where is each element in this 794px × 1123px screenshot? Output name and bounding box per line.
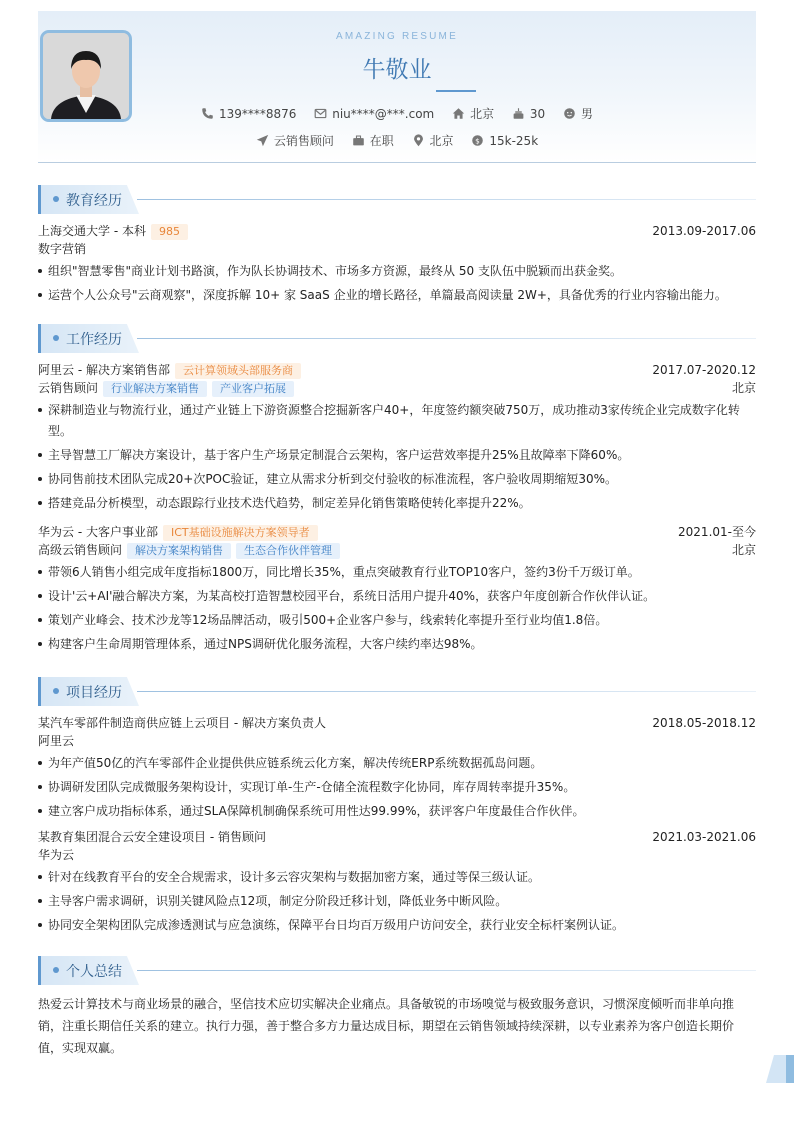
list-item: 协同售前技术团队完成20+次POC验证，建立从需求分析到交付验收的标准流程，客户验收周期缩短30%。 xyxy=(38,469,756,490)
project-period: 2018.05-2018.12 xyxy=(652,716,756,730)
city-value: 北京 xyxy=(429,134,454,148)
gender-icon xyxy=(563,107,576,120)
home-icon xyxy=(452,107,465,120)
work-role-row xyxy=(38,379,756,397)
list-item: 策划产业峰会、技术沙龙等12场品牌活动，吸引500+企业客户参与，线索转化率提升至行业均值1.8倍。 xyxy=(38,610,756,631)
resume-header xyxy=(38,11,756,163)
hometown-value: 北京 xyxy=(470,107,495,121)
summary-text: 热爱云计算技术与商业场景的融合，坚信技术应切实解决企业痛点。具备敏锐的市场嗅觉与极致服务意识，习惯深度倾听而非单向推销，注重长期信任关系的建立。执行力强，善于整合多方力量达成目标，期望在云销售领域持续深耕，以专业素养为客户创造长期价值，实现双赢。 xyxy=(38,997,735,1055)
section-title: 工作经历 xyxy=(66,332,122,348)
section-dot xyxy=(53,688,59,694)
section-projects xyxy=(38,677,756,707)
salary-item xyxy=(471,134,538,148)
section-divider xyxy=(137,691,756,692)
salary-value: 15k-25k xyxy=(489,134,539,148)
corner-decoration xyxy=(766,1055,794,1083)
role-tag: 生态合作伙伴管理 xyxy=(236,543,340,559)
project-header xyxy=(38,714,756,732)
education-period: 2013.09-2017.06 xyxy=(652,224,756,238)
hometown-item xyxy=(452,105,494,122)
list-item: 协同安全架构团队完成渗透测试与应急演练，保障平台日均百万级用户访问安全，获行业安全标杆案例认证。 xyxy=(38,915,756,936)
briefcase-icon xyxy=(352,134,365,147)
project-entry xyxy=(38,828,756,936)
age-icon xyxy=(512,107,525,120)
project-period: 2021.03-2021.06 xyxy=(652,830,756,844)
list-item: 主导客户需求调研，识别关键风险点12项，制定分阶段迁移计划，降低业务中断风险。 xyxy=(38,891,756,912)
basic-info-row xyxy=(38,105,756,122)
job-target-value: 云销售顾问 xyxy=(273,134,334,148)
list-item: 搭建竞品分析模型，动态跟踪行业技术迭代趋势，制定差异化销售策略使转化率提升22%。 xyxy=(38,493,756,514)
list-item: 建立客户成功指标体系，通过SLA保障机制确保系统可用性达99.99%，获评客户年度最佳合作伙伴。 xyxy=(38,801,756,822)
list-item: 协调研发团队完成微服务架构设计，实现订单-生产-仓储全流程数字化协同，库存周转率提升35%。 xyxy=(38,777,756,798)
list-item: 深耕制造业与物流行业，通过产业链上下游资源整合挖掘新客户40+，年度签约额突破750万，成功推动3家传统企业完成数字化转型。 xyxy=(38,400,756,442)
company-tag: ICT基础设施解决方案领导者 xyxy=(163,525,318,541)
section-divider xyxy=(137,338,756,339)
role-tag: 行业解决方案销售 xyxy=(103,381,207,397)
mail-icon xyxy=(314,107,327,120)
resume-tagline: AMAZING RESUME xyxy=(336,31,458,42)
section-dot xyxy=(53,967,59,973)
list-item: 设计'云+AI'融合解决方案，为某高校打造智慧校园平台，系统日活用户提升40%，获客户年度创新合作伙伴认证。 xyxy=(38,586,756,607)
section-education xyxy=(38,185,756,215)
city-item xyxy=(412,132,454,149)
education-entry xyxy=(38,222,756,306)
education-major: 数字营销 xyxy=(38,242,87,256)
work-period: 2017.07-2020.12 xyxy=(652,363,756,377)
gender-item xyxy=(563,105,593,122)
section-divider xyxy=(137,199,756,200)
send-icon xyxy=(256,134,269,147)
money-icon xyxy=(471,134,484,147)
svg-text:$: $ xyxy=(475,136,481,146)
work-header xyxy=(38,361,756,379)
gender-value: 男 xyxy=(581,107,594,121)
list-item: 针对在线教育平台的安全合规需求，设计多云容灾架构与数据加密方案，通过等保三级认证。 xyxy=(38,867,756,888)
job-role: 云销售顾问 xyxy=(38,381,99,395)
section-dot xyxy=(53,335,59,341)
job-target-item xyxy=(256,132,334,149)
location-icon xyxy=(412,134,425,147)
company-name: 华为云 - 大客户事业部 xyxy=(38,525,158,539)
education-header xyxy=(38,222,756,240)
phone-icon xyxy=(201,107,214,120)
section-summary xyxy=(38,956,756,986)
candidate-name: 牛敬业 xyxy=(362,57,432,83)
section-title: 个人总结 xyxy=(66,964,122,980)
status-value: 在职 xyxy=(369,134,394,148)
section-title: 项目经历 xyxy=(66,685,122,701)
project-title: 某教育集团混合云安全建设项目 - 销售顾问 xyxy=(38,830,266,844)
list-item: 运营个人公众号"云商观察"，深度拆解 10+ 家 SaaS 企业的增长路径，单篇最高阅读量 2W+，具备优秀的行业内容输出能力。 xyxy=(38,285,756,306)
role-tag: 产业客户拓展 xyxy=(212,381,294,397)
project-header xyxy=(38,828,756,846)
work-location: 北京 xyxy=(731,543,756,557)
age-value: 30 xyxy=(529,107,546,121)
school-degree: 上海交通大学 - 本科 xyxy=(38,224,146,238)
work-location: 北京 xyxy=(731,381,756,395)
age-item xyxy=(512,107,545,121)
list-item: 构建客户生命周期管理体系，通过NPS调研优化服务流程，大客户续约率达98%。 xyxy=(38,634,756,655)
email-item xyxy=(314,107,434,121)
list-item: 主导智慧工厂解决方案设计，基于客户生产场景定制混合云架构，客户运营效率提升25%且故障率下降60%。 xyxy=(38,445,756,466)
work-entry xyxy=(38,361,756,514)
project-entry xyxy=(38,714,756,822)
work-entry xyxy=(38,523,756,655)
project-org: 阿里云 xyxy=(38,734,75,748)
section-title: 教育经历 xyxy=(66,193,122,209)
work-period: 2021.01-至今 xyxy=(678,525,756,539)
work-role-row xyxy=(38,541,756,559)
section-divider xyxy=(137,970,756,971)
list-item: 组织"智慧零售"商业计划书路演，作为队长协调技术、市场多方资源，最终从 50 支队伍中脱颖而出获金奖。 xyxy=(38,261,756,282)
phone-item xyxy=(201,107,296,121)
email-value: niu****@***.com xyxy=(332,107,435,121)
work-header xyxy=(38,523,756,541)
list-item: 为年产值50亿的汽车零部件企业提供供应链系统云化方案，解决传统ERP系统数据孤岛问题。 xyxy=(38,753,756,774)
phone-value: 139****8876 xyxy=(218,107,297,121)
section-dot xyxy=(53,196,59,202)
section-work xyxy=(38,324,756,354)
project-org: 华为云 xyxy=(38,848,75,862)
status-item xyxy=(352,132,394,149)
role-tag: 解决方案架构销售 xyxy=(127,543,231,559)
list-item: 带领6人销售小组完成年度指标1800万，同比增长35%，重点突破教育行业TOP10客户，签约3份千万级订单。 xyxy=(38,562,756,583)
job-intent-row xyxy=(38,132,756,149)
job-role: 高级云销售顾问 xyxy=(38,543,123,557)
name-underline xyxy=(436,90,476,92)
school-badge: 985 xyxy=(151,224,188,240)
project-title: 某汽车零部件制造商供应链上云项目 - 解决方案负责人 xyxy=(38,716,326,730)
company-name: 阿里云 - 解决方案销售部 xyxy=(38,363,170,377)
company-tag: 云计算领域头部服务商 xyxy=(175,363,301,379)
